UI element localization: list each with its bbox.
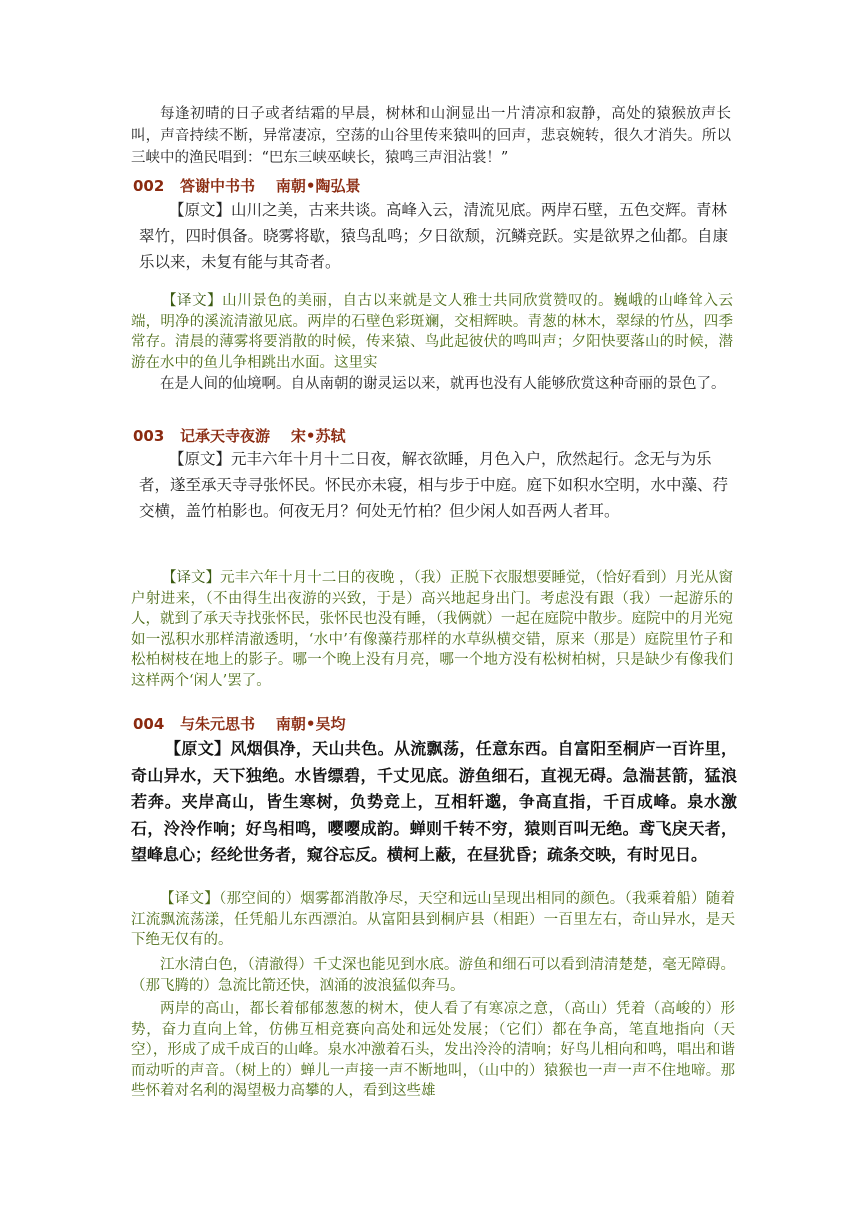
original-body: 元丰六年十月十二日夜，解衣欲睡，月色入户，欣然起行。念无与为乐者，遂至承天寺寻张怀民。怀民亦未寝，相与步于中庭。庭下如积水空明，水中藻、荇交横，盖竹柏影也。何夜无月？何处无竹柏？但少闲人如吾两人者耳。 <box>139 450 729 520</box>
original-tag: 【原文】 <box>169 450 232 468</box>
section-heading-002: 002 答谢中书书 南朝•陶弘景 <box>133 177 361 195</box>
original-tag: 【原文】 <box>169 201 232 219</box>
translation-paragraph-3-004: 两岸的高山，都长着郁郁葱葱的树木，使人看了有寒凉之意，（高山）凭着（高峻的）形势，奋力直向上耸，仿佛互相竞赛向高处和远处发展；（它们）都在争高，笔直地指向（天空），形成了成千成百的山峰。泉水冲激着石头，发出泠泠的清响；好鸟儿相向和鸣，唱出和谐而动听的声音。（树上的）蝉儿一声接一声不断地叫，（山中的）猿猴也一声一声不住地啼。那些怀着对名利的渴望极力高攀的人，看到这些雄 <box>131 1001 735 1099</box>
original-tag: 【原文】 <box>165 739 231 758</box>
translation-tag: 【译文】 <box>162 570 221 586</box>
translation-text-004 <box>131 889 735 951</box>
translation-body: 山川景色的美丽，自古以来就是文人雅士共同欣赏赞叹的。巍峨的山峰耸入云端，明净的溪流清澈见底。两岸的石壁色彩斑斓，交相辉映。青葱的林木，翠绿的竹丛，四季常存。清晨的薄雾将要消散的时候，传来猿、鸟此起彼伏的鸣叫声；夕阳快要落山的时候，潜游在水中的鱼儿争相跳出水面。这里实 <box>131 293 734 371</box>
translation-paragraph-2-004: 江水清白色，（清澈得）千丈深也能见到水底。游鱼和细石可以看到清清楚楚，毫无障碍。（那飞腾的）急流比箭还快，汹涌的波浪猛似奔马。 <box>131 957 735 994</box>
original-body: 风烟俱净，天山共色。从流飘荡，任意东西。自富阳至桐庐一百许里，奇山异水，天下独绝。水皆缥碧，千丈见底。游鱼细石，直视无碍。急湍甚箭，猛浪若奔。夹岸高山，皆生寒树，负势竞上，互相轩邈，争高直指，千百成峰。泉水激石，泠泠作响；好鸟相鸣，嘤嘤成韵。蝉则千转不穷，猿则百叫无绝。鸢飞戾天者，望峰息心；经纶世务者，窥谷忘反。横柯上蔽，在昼犹昏；疏条交映，有时见日。 <box>131 739 737 864</box>
translation-text-002 <box>131 291 733 373</box>
original-text-002 <box>139 197 729 275</box>
translation-body: （那空间的）烟雾都消散净尽，天空和远山呈现出相同的颜色。（我乘着船）随着江流飘流荡漾，任凭船儿东西漂泊。从富阳县到桐庐县（相距）一百里左右，奇山异水，是天下绝无仅有的。 <box>131 891 736 948</box>
intro-paragraph: 每逢初晴的日子或者结霜的早晨，树林和山涧显出一片清凉和寂静，高处的猿猴放声长叫，声音持续不断，异常凄凉，空荡的山谷里传来猿叫的回声，悲哀婉转，很久才消失。所以三峡中的渔民唱到：“巴东三峡巫峡长，猿鸣三声泪沾裳！” <box>131 106 731 166</box>
translation-continued-002: 在是人间的仙境啊。自从南朝的谢灵运以来，就再也没有人能够欣赏这种奇丽的景色了。 <box>160 376 726 392</box>
translation-tag: 【译文】 <box>162 293 223 309</box>
original-text-003 <box>139 446 729 524</box>
original-body: 山川之美，古来共谈。高峰入云，清流见底。两岸石壁，五色交辉。青林翠竹，四时俱备。晓雾将歇，猿鸟乱鸣；夕日欲颓，沉鳞竞跃。实是欲界之仙都。自康乐以来，未复有能与其奇者。 <box>139 201 729 271</box>
original-text-004 <box>131 736 737 869</box>
translation-tag: 【译文】 <box>160 891 219 907</box>
section-heading-003: 003 记承天寺夜游 宋•苏轼 <box>133 427 346 445</box>
translation-body: 元丰六年十月十二日的夜晚 ，（我）正脱下衣服想要睡觉，（恰好看到）月光从窗户射进来，（不由得生出夜游的兴致，于是）高兴地起身出门。考虑没有跟（我）一起游乐的人，就到了承天寺找张怀民，张怀民也没有睡，（我俩就）一起在庭院中散步。庭院中的月光宛如一泓积水那样清澈透明，‘水中’有像藻荇那样的水草纵横交错，原来（那是）庭院里竹子和松柏树枝在地上的影子。哪一个晚上没有月亮，哪一个地方没有松树柏树，只是缺少有像我们这样两个‘闲人’罢了。 <box>131 570 734 689</box>
section-heading-004: 004 与朱元思书 南朝•吴均 <box>133 715 346 733</box>
translation-text-003 <box>131 568 733 691</box>
